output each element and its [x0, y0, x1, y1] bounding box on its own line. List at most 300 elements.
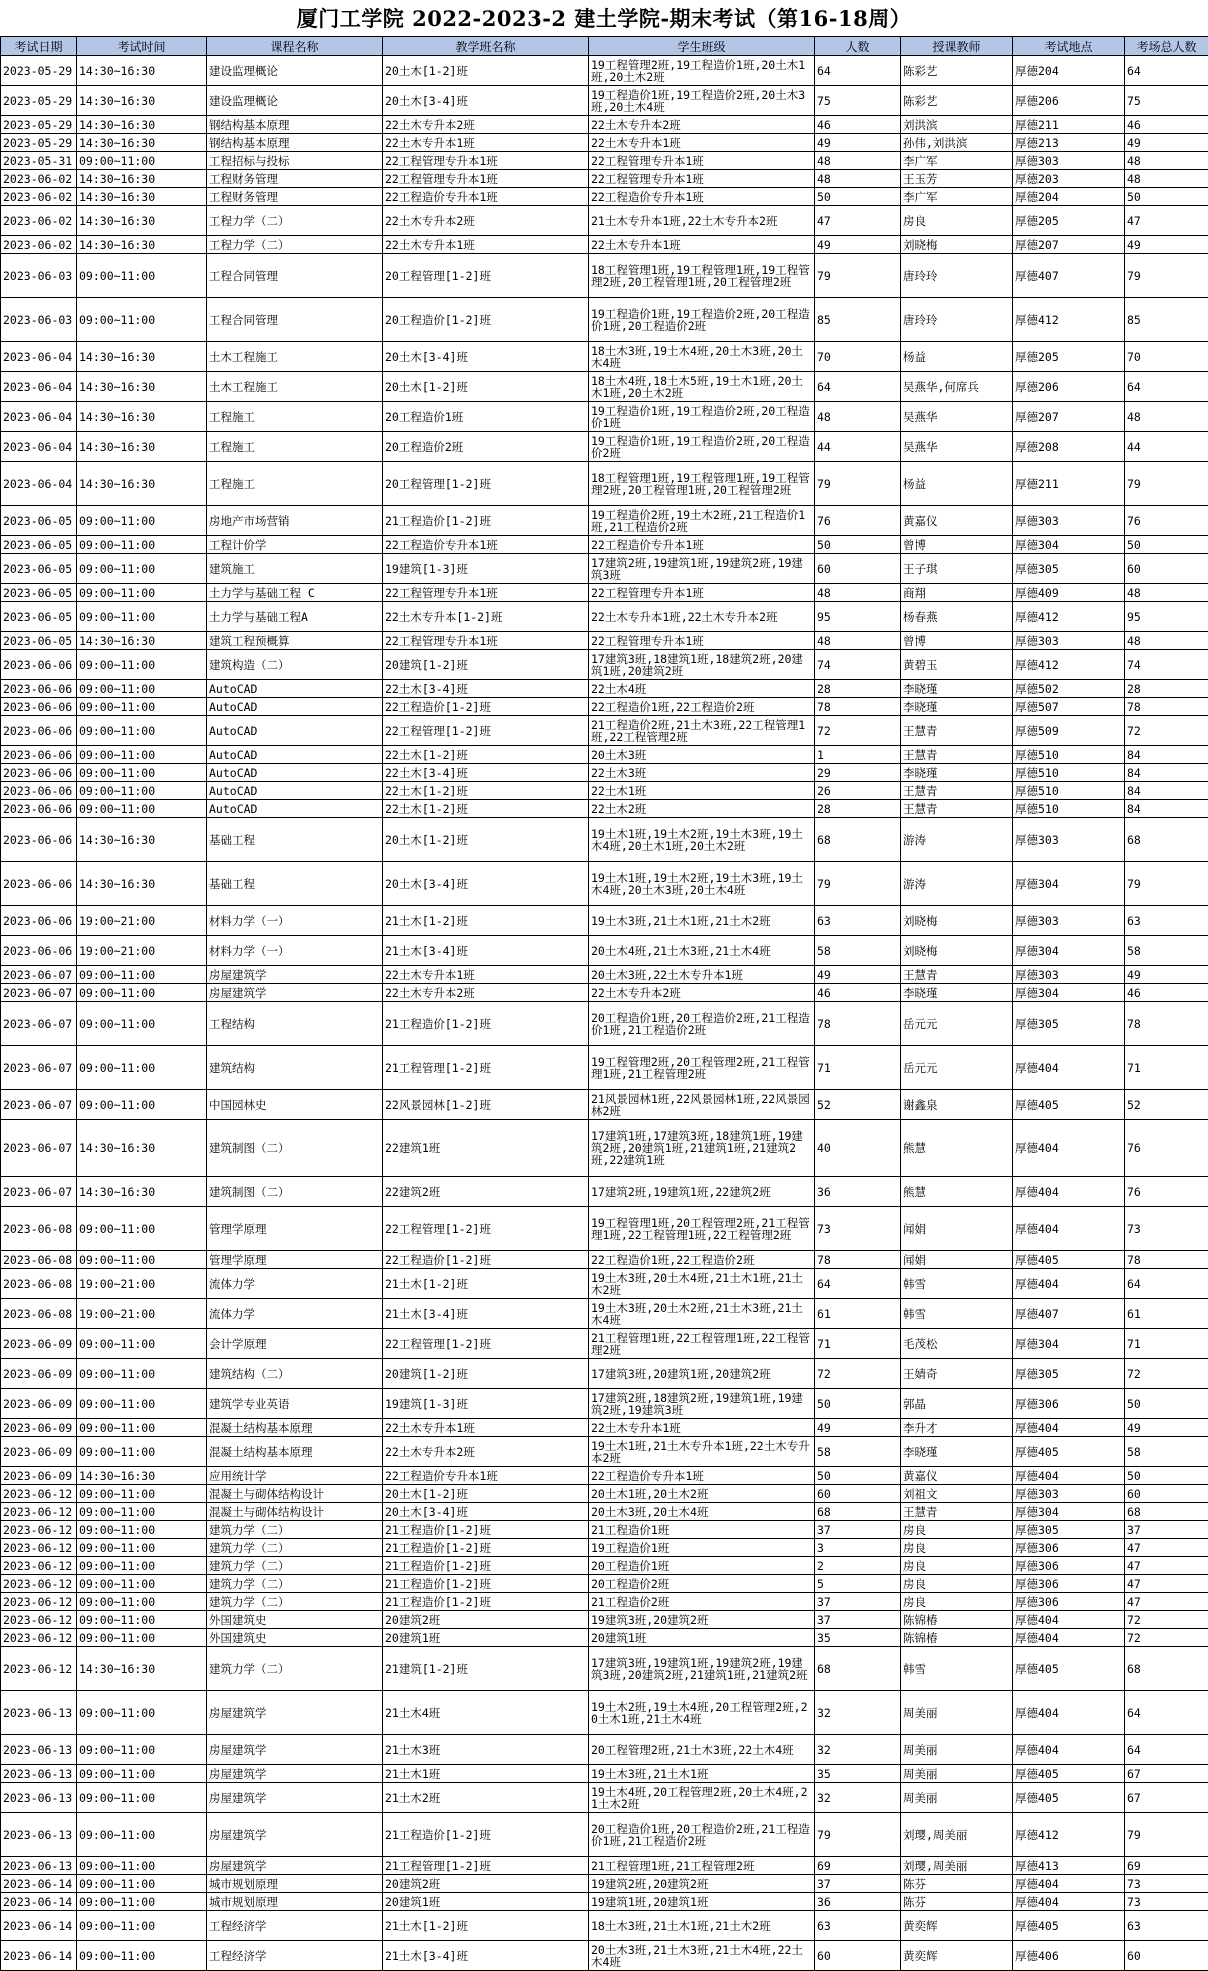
room-total: 37 [1125, 1521, 1208, 1539]
student-class: 22土木专升本2班 [589, 984, 815, 1002]
student-count: 49 [815, 134, 901, 152]
exam-location: 厚德405 [1013, 1911, 1125, 1941]
room-total: 50 [1125, 188, 1208, 206]
table-row [1, 298, 1208, 342]
room-total: 58 [1125, 1437, 1208, 1467]
exam-time: 09:00~11:00 [77, 554, 207, 584]
teacher: 郭晶 [901, 1389, 1013, 1419]
teaching-class: 22土木专升本1班 [383, 966, 589, 984]
table-row [1, 432, 1208, 462]
teacher: 王慧青 [901, 746, 1013, 764]
exam-date: 2023-06-12 [1, 1575, 77, 1593]
exam-time: 09:00~11:00 [77, 584, 207, 602]
student-count: 52 [815, 1090, 901, 1120]
table-row [1, 1120, 1208, 1177]
teacher: 吴燕华,何席兵 [901, 372, 1013, 402]
room-total: 70 [1125, 342, 1208, 372]
exam-location: 厚德404 [1013, 1691, 1125, 1735]
student-class: 18土木4班,18土木5班,19土木1班,20土木1班,20土木2班 [589, 372, 815, 402]
table-row [1, 1437, 1208, 1467]
teaching-class: 22土木[1-2]班 [383, 746, 589, 764]
exam-location: 厚德412 [1013, 650, 1125, 680]
exam-time: 14:30~16:30 [77, 432, 207, 462]
teacher: 熊慧 [901, 1120, 1013, 1177]
table-row [1, 206, 1208, 236]
room-total: 61 [1125, 1299, 1208, 1329]
teacher: 游涛 [901, 862, 1013, 906]
exam-location: 厚德306 [1013, 1575, 1125, 1593]
student-count: 78 [815, 698, 901, 716]
student-count: 28 [815, 680, 901, 698]
exam-date: 2023-06-09 [1, 1467, 77, 1485]
table-row [1, 188, 1208, 206]
exam-time: 09:00~11:00 [77, 1090, 207, 1120]
table-row [1, 800, 1208, 818]
student-class: 20土木3班,21土木3班,21土木4班,22土木4班 [589, 1941, 815, 1971]
teaching-class: 20建筑2班 [383, 1611, 589, 1629]
table-row [1, 1389, 1208, 1419]
student-count: 44 [815, 432, 901, 462]
teaching-class: 22工程管理专升本1班 [383, 170, 589, 188]
student-class: 22工程造价1班,22工程造价2班 [589, 1251, 815, 1269]
table-row [1, 236, 1208, 254]
exam-location: 厚德404 [1013, 1177, 1125, 1207]
header-row [1, 37, 1208, 56]
exam-time: 09:00~11:00 [77, 1875, 207, 1893]
teacher: 唐玲玲 [901, 254, 1013, 298]
course-name: 工程财务管理 [207, 188, 383, 206]
exam-time: 09:00~11:00 [77, 1629, 207, 1647]
room-total: 71 [1125, 1046, 1208, 1090]
exam-location: 厚德207 [1013, 236, 1125, 254]
table-row [1, 1485, 1208, 1503]
teacher: 陈锦椿 [901, 1611, 1013, 1629]
exam-time: 14:30~16:30 [77, 1120, 207, 1177]
table-row [1, 1090, 1208, 1120]
student-count: 3 [815, 1539, 901, 1557]
room-total: 72 [1125, 1359, 1208, 1389]
teacher: 王玉芳 [901, 170, 1013, 188]
exam-date: 2023-06-04 [1, 342, 77, 372]
teaching-class: 22建筑2班 [383, 1177, 589, 1207]
course-name: 建筑构造（二） [207, 650, 383, 680]
teaching-class: 20土木[1-2]班 [383, 1485, 589, 1503]
teacher: 韩雪 [901, 1269, 1013, 1299]
student-count: 28 [815, 800, 901, 818]
exam-time: 09:00~11:00 [77, 1611, 207, 1629]
student-class: 22工程管理专升本1班 [589, 170, 815, 188]
student-class: 18土木3班,19土木4班,20土木3班,20土木4班 [589, 342, 815, 372]
student-class: 22工程管理专升本1班 [589, 152, 815, 170]
exam-date: 2023-06-06 [1, 800, 77, 818]
exam-date: 2023-06-02 [1, 188, 77, 206]
course-name: 混凝土与砌体结构设计 [207, 1485, 383, 1503]
exam-location: 厚德207 [1013, 402, 1125, 432]
exam-location: 厚德404 [1013, 1629, 1125, 1647]
teacher: 唐玲玲 [901, 298, 1013, 342]
exam-time: 09:00~11:00 [77, 1046, 207, 1090]
exam-location: 厚德204 [1013, 188, 1125, 206]
course-name: 建筑结构（二） [207, 1359, 383, 1389]
student-class: 20建筑1班 [589, 1629, 815, 1647]
exam-date: 2023-06-02 [1, 206, 77, 236]
table-row [1, 1629, 1208, 1647]
exam-time: 09:00~11:00 [77, 1765, 207, 1783]
exam-location: 厚德303 [1013, 506, 1125, 536]
exam-date: 2023-06-04 [1, 402, 77, 432]
room-total: 64 [1125, 1691, 1208, 1735]
exam-time: 09:00~11:00 [77, 800, 207, 818]
student-count: 72 [815, 716, 901, 746]
teaching-class: 21土木2班 [383, 1783, 589, 1813]
exam-time: 09:00~11:00 [77, 764, 207, 782]
teacher: 闻娟 [901, 1207, 1013, 1251]
header-location: 考试地点 [1013, 37, 1125, 56]
student-class: 22土木4班 [589, 680, 815, 698]
exam-time: 09:00~11:00 [77, 1539, 207, 1557]
exam-date: 2023-05-31 [1, 152, 77, 170]
exam-time: 09:00~11:00 [77, 1813, 207, 1857]
exam-time: 14:30~16:30 [77, 236, 207, 254]
table-row [1, 116, 1208, 134]
exam-time: 09:00~11:00 [77, 1207, 207, 1251]
table-row [1, 1893, 1208, 1911]
teaching-class: 22土木[3-4]班 [383, 680, 589, 698]
teaching-class: 21工程造价[1-2]班 [383, 1539, 589, 1557]
student-count: 68 [815, 1647, 901, 1691]
teaching-class: 22工程管理[1-2]班 [383, 1207, 589, 1251]
exam-location: 厚德405 [1013, 1090, 1125, 1120]
teacher: 杨益 [901, 342, 1013, 372]
room-total: 48 [1125, 584, 1208, 602]
exam-location: 厚德405 [1013, 1783, 1125, 1813]
exam-date: 2023-06-09 [1, 1329, 77, 1359]
course-name: 会计学原理 [207, 1329, 383, 1359]
exam-location: 厚德413 [1013, 1857, 1125, 1875]
exam-time: 09:00~11:00 [77, 1691, 207, 1735]
student-count: 68 [815, 818, 901, 862]
teaching-class: 20工程造价2班 [383, 432, 589, 462]
exam-location: 厚德306 [1013, 1539, 1125, 1557]
teacher: 陈芬 [901, 1875, 1013, 1893]
student-class: 17建筑3班,19建筑1班,19建筑2班,19建筑3班,20建筑2班,21建筑1班,21建筑2班 [589, 1647, 815, 1691]
course-name: 管理学原理 [207, 1251, 383, 1269]
table-row [1, 1269, 1208, 1299]
room-total: 75 [1125, 86, 1208, 116]
student-class: 19土木3班,20土木4班,21土木1班,21土木2班 [589, 1269, 815, 1299]
exam-time: 09:00~11:00 [77, 1485, 207, 1503]
exam-date: 2023-06-12 [1, 1503, 77, 1521]
student-count: 48 [815, 402, 901, 432]
exam-location: 厚德304 [1013, 536, 1125, 554]
exam-location: 厚德205 [1013, 206, 1125, 236]
teacher: 王婧奇 [901, 1359, 1013, 1389]
table-row [1, 862, 1208, 906]
course-name: 工程经济学 [207, 1941, 383, 1971]
course-name: 土木工程施工 [207, 342, 383, 372]
course-name: 建筑施工 [207, 554, 383, 584]
student-count: 58 [815, 1437, 901, 1467]
exam-time: 19:00~21:00 [77, 906, 207, 936]
student-count: 64 [815, 1269, 901, 1299]
exam-date: 2023-06-07 [1, 1120, 77, 1177]
exam-time: 09:00~11:00 [77, 1521, 207, 1539]
student-count: 79 [815, 254, 901, 298]
exam-time: 09:00~11:00 [77, 1893, 207, 1911]
teaching-class: 20土木[3-4]班 [383, 862, 589, 906]
student-class: 22土木专升本1班,22土木专升本2班 [589, 602, 815, 632]
exam-location: 厚德304 [1013, 862, 1125, 906]
student-count: 60 [815, 1941, 901, 1971]
teacher: 孙伟,刘洪滨 [901, 134, 1013, 152]
student-class: 22工程管理专升本1班 [589, 632, 815, 650]
header-teaching-class: 教学班名称 [383, 37, 589, 56]
exam-date: 2023-06-07 [1, 966, 77, 984]
teacher: 杨益 [901, 462, 1013, 506]
student-class: 20土木3班 [589, 746, 815, 764]
room-total: 76 [1125, 506, 1208, 536]
exam-date: 2023-06-07 [1, 984, 77, 1002]
student-count: 32 [815, 1735, 901, 1765]
exam-date: 2023-06-08 [1, 1299, 77, 1329]
student-class: 21风景园林1班,22风景园林1班,22风景园林2班 [589, 1090, 815, 1120]
exam-time: 09:00~11:00 [77, 1437, 207, 1467]
student-count: 79 [815, 1813, 901, 1857]
student-class: 20工程造价1班,20工程造价2班,21工程造价1班,21工程造价2班 [589, 1002, 815, 1046]
exam-time: 14:30~16:30 [77, 188, 207, 206]
table-row [1, 462, 1208, 506]
exam-time: 14:30~16:30 [77, 342, 207, 372]
teacher: 刘洪滨 [901, 116, 1013, 134]
room-total: 64 [1125, 1269, 1208, 1299]
course-name: AutoCAD [207, 746, 383, 764]
exam-time: 14:30~16:30 [77, 134, 207, 152]
exam-time: 14:30~16:30 [77, 632, 207, 650]
exam-date: 2023-06-13 [1, 1783, 77, 1813]
table-row [1, 1207, 1208, 1251]
course-name: 管理学原理 [207, 1207, 383, 1251]
exam-time: 09:00~11:00 [77, 1783, 207, 1813]
table-row [1, 1765, 1208, 1783]
student-class: 19工程造价1班 [589, 1539, 815, 1557]
exam-location: 厚德211 [1013, 116, 1125, 134]
exam-date: 2023-06-05 [1, 602, 77, 632]
room-total: 47 [1125, 1593, 1208, 1611]
teaching-class: 22土木[1-2]班 [383, 782, 589, 800]
exam-date: 2023-06-14 [1, 1941, 77, 1971]
room-total: 60 [1125, 554, 1208, 584]
exam-date: 2023-06-13 [1, 1765, 77, 1783]
exam-location: 厚德409 [1013, 584, 1125, 602]
room-total: 79 [1125, 462, 1208, 506]
teacher: 李晓瑾 [901, 680, 1013, 698]
exam-time: 09:00~11:00 [77, 1359, 207, 1389]
exam-time: 14:30~16:30 [77, 56, 207, 86]
room-total: 76 [1125, 1120, 1208, 1177]
course-name: 基础工程 [207, 862, 383, 906]
room-total: 84 [1125, 782, 1208, 800]
exam-date: 2023-05-29 [1, 134, 77, 152]
room-total: 67 [1125, 1765, 1208, 1783]
student-count: 5 [815, 1575, 901, 1593]
teaching-class: 22工程造价[1-2]班 [383, 698, 589, 716]
exam-date: 2023-06-04 [1, 462, 77, 506]
table-row [1, 86, 1208, 116]
exam-location: 厚德404 [1013, 1611, 1125, 1629]
table-row [1, 782, 1208, 800]
teaching-class: 22土木专升本2班 [383, 1437, 589, 1467]
teaching-class: 22建筑1班 [383, 1120, 589, 1177]
course-name: 工程力学（二） [207, 236, 383, 254]
table-row [1, 984, 1208, 1002]
exam-location: 厚德404 [1013, 1893, 1125, 1911]
exam-location: 厚德404 [1013, 1120, 1125, 1177]
student-count: 49 [815, 966, 901, 984]
teacher: 李晓瑾 [901, 764, 1013, 782]
student-count: 37 [815, 1611, 901, 1629]
student-count: 64 [815, 56, 901, 86]
teaching-class: 21工程造价[1-2]班 [383, 1575, 589, 1593]
exam-location: 厚德405 [1013, 1251, 1125, 1269]
student-class: 17建筑2班,18建筑2班,19建筑1班,19建筑2班,19建筑3班 [589, 1389, 815, 1419]
exam-location: 厚德303 [1013, 632, 1125, 650]
header-room-total: 考场总人数 [1125, 37, 1208, 56]
table-row [1, 372, 1208, 402]
student-class: 19建筑2班,20建筑2班 [589, 1875, 815, 1893]
teaching-class: 21工程造价[1-2]班 [383, 1593, 589, 1611]
exam-date: 2023-06-14 [1, 1875, 77, 1893]
exam-location: 厚德303 [1013, 818, 1125, 862]
student-count: 46 [815, 984, 901, 1002]
student-count: 29 [815, 764, 901, 782]
teaching-class: 19建筑[1-3]班 [383, 1389, 589, 1419]
course-name: 工程合同管理 [207, 298, 383, 342]
student-class: 19工程造价2班,19土木2班,21工程造价1班,21工程造价2班 [589, 506, 815, 536]
student-class: 19土木1班,19土木2班,19土木3班,19土木4班,20土木1班,20土木2班 [589, 818, 815, 862]
room-total: 72 [1125, 1611, 1208, 1629]
student-count: 60 [815, 554, 901, 584]
exam-time: 09:00~11:00 [77, 298, 207, 342]
exam-time: 09:00~11:00 [77, 1911, 207, 1941]
exam-location: 厚德404 [1013, 1875, 1125, 1893]
teaching-class: 21工程管理[1-2]班 [383, 1046, 589, 1090]
student-count: 32 [815, 1691, 901, 1735]
exam-location: 厚德306 [1013, 1557, 1125, 1575]
table-row [1, 746, 1208, 764]
teaching-class: 20工程管理[1-2]班 [383, 462, 589, 506]
room-total: 47 [1125, 1557, 1208, 1575]
course-name: 中国园林史 [207, 1090, 383, 1120]
exam-time: 09:00~11:00 [77, 966, 207, 984]
student-class: 19工程管理2班,20工程管理2班,21工程管理1班,21工程管理2班 [589, 1046, 815, 1090]
teacher: 韩雪 [901, 1299, 1013, 1329]
room-total: 74 [1125, 650, 1208, 680]
course-name: 混凝土结构基本原理 [207, 1419, 383, 1437]
teacher: 王慧青 [901, 800, 1013, 818]
course-name: AutoCAD [207, 800, 383, 818]
exam-location: 厚德205 [1013, 342, 1125, 372]
teaching-class: 20建筑[1-2]班 [383, 650, 589, 680]
exam-time: 14:30~16:30 [77, 116, 207, 134]
student-class: 19土木2班,19土木4班,20工程管理2班,20土木1班,21土木4班 [589, 1691, 815, 1735]
table-row [1, 1521, 1208, 1539]
teaching-class: 20建筑2班 [383, 1875, 589, 1893]
student-count: 76 [815, 506, 901, 536]
exam-location: 厚德304 [1013, 936, 1125, 966]
student-count: 48 [815, 584, 901, 602]
student-count: 48 [815, 152, 901, 170]
exam-date: 2023-06-06 [1, 698, 77, 716]
student-class: 21工程造价1班 [589, 1521, 815, 1539]
table-row [1, 1557, 1208, 1575]
student-class: 20工程造价1班 [589, 1557, 815, 1575]
header-date: 考试日期 [1, 37, 77, 56]
room-total: 84 [1125, 764, 1208, 782]
table-row [1, 698, 1208, 716]
exam-location: 厚德213 [1013, 134, 1125, 152]
exam-location: 厚德510 [1013, 800, 1125, 818]
exam-date: 2023-06-12 [1, 1485, 77, 1503]
student-class: 22土木专升本1班 [589, 236, 815, 254]
table-row [1, 1875, 1208, 1893]
course-name: 工程财务管理 [207, 170, 383, 188]
exam-time: 14:30~16:30 [77, 402, 207, 432]
student-class: 19工程造价1班,19工程造价2班,20工程造价1班 [589, 402, 815, 432]
course-name: 建筑力学（二） [207, 1647, 383, 1691]
table-row [1, 1046, 1208, 1090]
table-row [1, 1941, 1208, 1971]
room-total: 69 [1125, 1857, 1208, 1875]
student-class: 20土木1班,20土木2班 [589, 1485, 815, 1503]
course-name: 建筑力学（二） [207, 1575, 383, 1593]
exam-location: 厚德206 [1013, 372, 1125, 402]
teaching-class: 21工程造价[1-2]班 [383, 1813, 589, 1857]
student-class: 22工程造价专升本1班 [589, 1467, 815, 1485]
student-count: 46 [815, 116, 901, 134]
table-row [1, 584, 1208, 602]
table-row [1, 1691, 1208, 1735]
course-name: 房屋建筑学 [207, 1813, 383, 1857]
teaching-class: 22土木专升本1班 [383, 1419, 589, 1437]
teaching-class: 20建筑[1-2]班 [383, 1359, 589, 1389]
course-name: 工程计价学 [207, 536, 383, 554]
exam-date: 2023-06-06 [1, 906, 77, 936]
exam-date: 2023-06-12 [1, 1611, 77, 1629]
table-row [1, 1575, 1208, 1593]
exam-location: 厚德412 [1013, 298, 1125, 342]
exam-time: 14:30~16:30 [77, 372, 207, 402]
table-row [1, 554, 1208, 584]
room-total: 85 [1125, 298, 1208, 342]
exam-date: 2023-05-29 [1, 56, 77, 86]
student-count: 32 [815, 1783, 901, 1813]
table-row [1, 1329, 1208, 1359]
teacher: 刘祖文 [901, 1485, 1013, 1503]
room-total: 95 [1125, 602, 1208, 632]
table-row [1, 506, 1208, 536]
room-total: 46 [1125, 116, 1208, 134]
course-name: 工程施工 [207, 462, 383, 506]
teaching-class: 22土木专升本2班 [383, 984, 589, 1002]
teacher: 房良 [901, 206, 1013, 236]
table-row [1, 1813, 1208, 1857]
course-name: 建设监理概论 [207, 86, 383, 116]
table-row [1, 1911, 1208, 1941]
course-name: 建设监理概论 [207, 56, 383, 86]
teacher: 熊慧 [901, 1177, 1013, 1207]
exam-date: 2023-06-08 [1, 1207, 77, 1251]
table-row [1, 170, 1208, 188]
